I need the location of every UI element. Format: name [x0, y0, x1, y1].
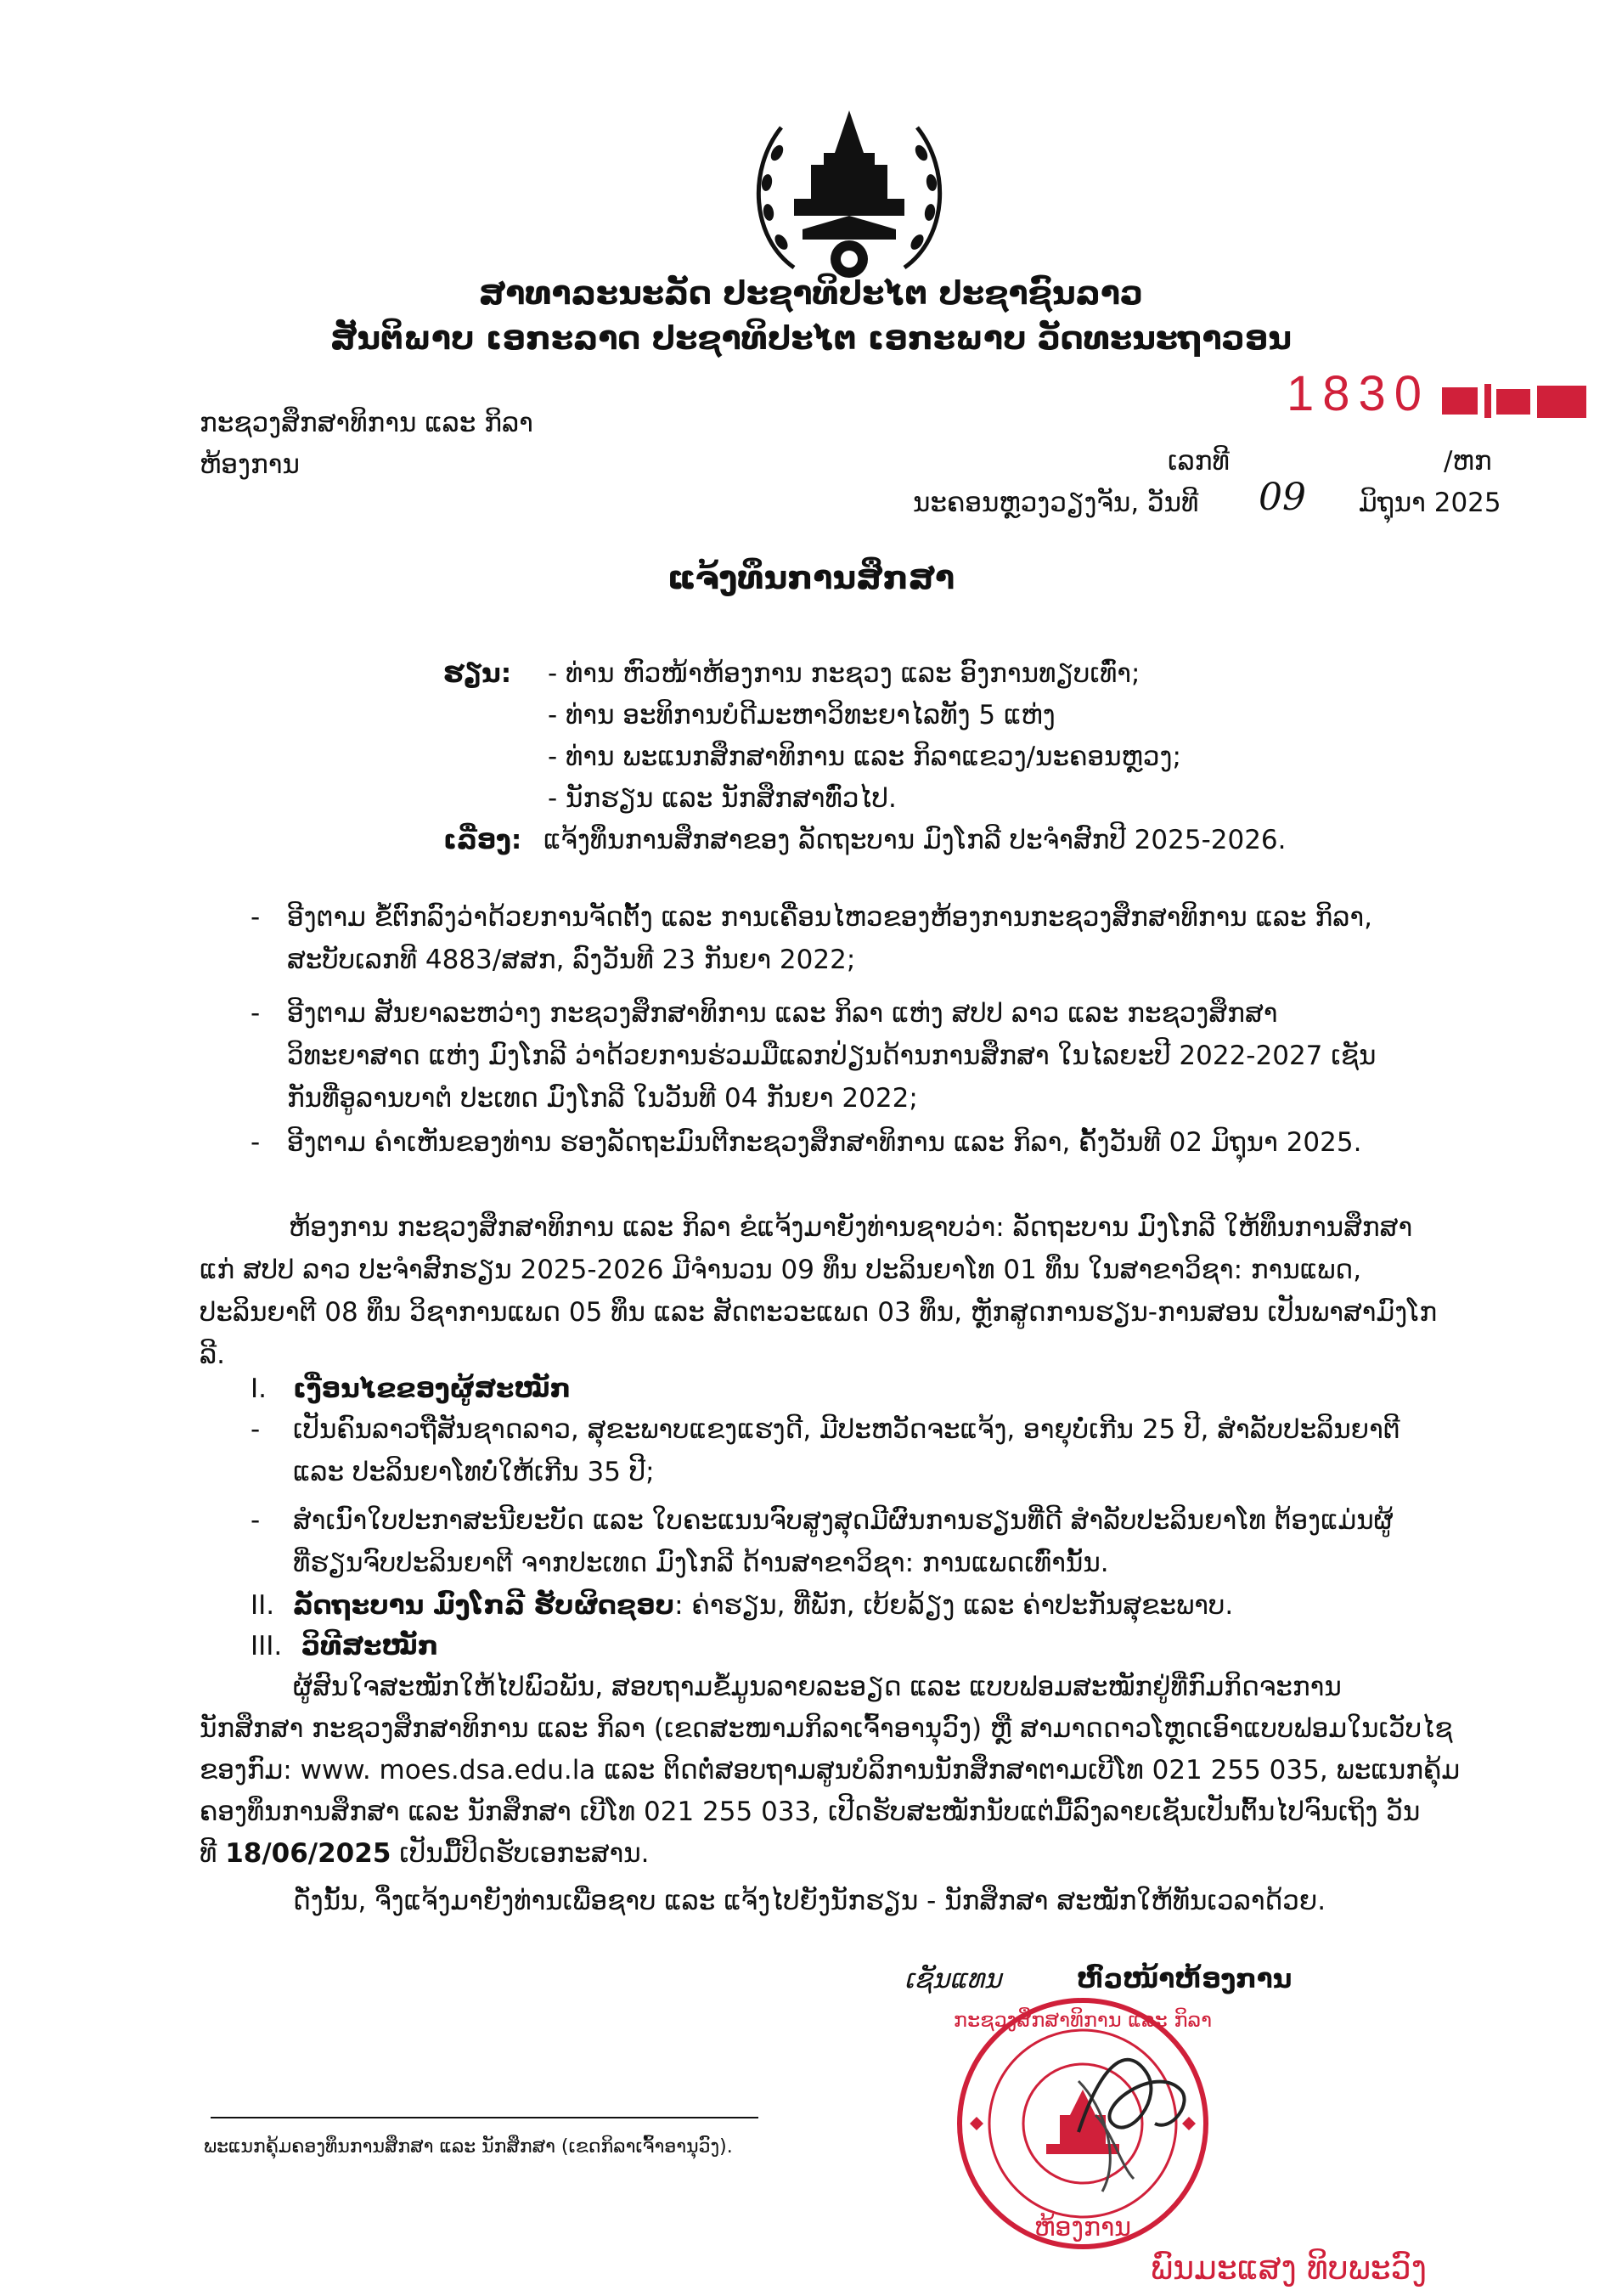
section-3-last-line — [200, 1836, 650, 1870]
recipient-item: - ທ່ານ ອະທິການບໍດີມະຫາວິທະຍາໄລທັງ 5 ແຫ່ງ — [548, 700, 1056, 731]
issuer-ministry: ກະຊວງສຶກສາທິການ ແລະ ກິລາ — [200, 408, 533, 438]
section-3-line: ຂອງກົມ: www. moes.dsa.edu.la ແລະ ຕິດຕໍ່ສອບຖາມສູນບໍລິການນັກສຶກສາຕາມເບີໂທ 021 255 035, ພະແນກຄຸ້ມ — [200, 1755, 1461, 1785]
intro-line: ຫ້ອງການ ກະຊວງສຶກສາທິການ ແລະ ກິລາ ຂໍແຈ້ງມາຍັງທ່ານຊາບວ່າ: ລັດຖະບານ ມົງໂກລີ ໃຫ້ທຶນການສຶກສາ — [289, 1212, 1413, 1243]
section-3-line: ນັກສຶກສາ ກະຊວງສຶກສາທິການ ແລະ ກິລາ (ເຂດສະໜາມກິລາເຈົ້າອານຸວົງ) ຫຼື ສາມາດດາວໂຫຼດເອົາແບບຟອມໃນເວັບໄຊ — [200, 1713, 1453, 1744]
section-3-last-suffix: ເປັນມື້ປິດຮັບເອກະສານ. — [399, 1838, 650, 1869]
reference-line: ອີງຕາມ ສັນຍາລະຫວ່າງ ກະຊວງສຶກສາທິການ ແລະ ກິລາ ແຫ່ງ ສປປ ລາວ ແລະ ກະຊວງສຶກສາ — [287, 998, 1278, 1029]
application-deadline: 18/06/2025 — [225, 1838, 391, 1869]
section-1-line: ສຳເນົາໃບປະກາສະນີຍະບັດ ແລະ ໃບຄະແນນຈົບສູງສຸດມີຜົນການຮຽນທີ່ດີ ສຳລັບປະລິນຍາໂທ ຕ້ອງແມ່ນຜູ້ — [293, 1505, 1394, 1536]
reference-dash: - — [251, 1127, 261, 1158]
signatory-title: ຫົວໜ້າຫ້ອງການ — [1077, 1964, 1293, 1994]
handwritten-signature — [1053, 2039, 1206, 2158]
section-1-heading: ເງື່ອນໄຂຂອງຜູ້ສະໝັກ — [293, 1374, 572, 1404]
issuer-office: ຫ້ອງການ — [200, 449, 300, 480]
footnote-separator — [211, 2117, 758, 2118]
section-1-dash: - — [251, 1505, 261, 1536]
reference-dash: - — [251, 998, 261, 1029]
recipients-label: ຮຽນ: — [443, 658, 512, 689]
reference-line: ອີງຕາມ ຂໍ້ຕົກລົງວ່າດ້ວຍການຈັດຕັ້ງ ແລະ ການເຄື່ອນໄຫວຂອງຫ້ອງການກະຊວງສຶກສາທິການ ແລະ ກິລາ, — [287, 902, 1372, 933]
signatory-name: ພົນມະແສງ ທິບພະວົງ — [1151, 2249, 1428, 2287]
reference-line: ວິທະຍາສາດ ແຫ່ງ ມົງໂກລີ ວ່າດ້ວຍການຮ່ວມມືແລກປ່ຽນດ້ານການສຶກສາ ໃນໄລຍະປີ 2022-2027 ເຊັນ — [287, 1041, 1377, 1071]
document-title: ແຈ້ງທຶນການສຶກສາ — [667, 559, 955, 596]
recipient-item: - ທ່ານ ຫົວໜ້າຫ້ອງການ ກະຊວງ ແລະ ອົງການທຽບເທົ່າ; — [548, 658, 1140, 689]
subject-text: ແຈ້ງທຶນການສຶກສາຂອງ ລັດຖະບານ ມົງໂກລີ ປະຈຳສົກປີ 2025-2026. — [543, 825, 1287, 855]
seal-ministry-text: ກະຊວງສຶກສາທິການ ແລະ ກິລາ — [953, 2008, 1213, 2032]
recipient-item: - ທ່ານ ພະແນກສຶກສາທິການ ແລະ ກິລາແຂວງ/ນະຄອນຫຼວງ; — [548, 742, 1181, 772]
number-stamp-scribble — [1442, 384, 1588, 420]
intro-line: ລີ. — [200, 1340, 225, 1370]
section-1-line: ທີ່ຮຽນຈົບປະລິນຍາຕີ ຈາກປະເທດ ມົງໂກລີ ດ້ານສາຂາວິຊາ: ການແພດເທົ່ານັ້ນ. — [293, 1548, 1109, 1578]
country-name: ສາທາລະນະລັດ ປະຊາທິປະໄຕ ປະຊາຊົນລາວ — [478, 274, 1144, 312]
national-motto: ສັນຕິພາບ ເອກະລາດ ປະຊາທິປະໄຕ ເອກະພາບ ວັດທະນະຖາວອນ — [330, 319, 1292, 357]
intro-line: ແກ່ ສປປ ລາວ ປະຈຳສົກຮຽນ 2025-2026 ມີຈຳນວນ 09 ທຶນ ປະລິນຍາໂທ 01 ທຶນ ໃນສາຂາວິຊາ: ການແພດ, — [200, 1255, 1362, 1285]
section-2-heading: ລັດຖະບານ ມົງໂກລີ ຮັບຜິດຊອບ — [293, 1590, 675, 1621]
recipient-item: - ນັກຮຽນ ແລະ ນັກສຶກສາທົ່ວໄປ. — [548, 783, 897, 814]
reference-line: ສະບັບເລກທີ 4883/ສສກ, ລົງວັນທີ 23 ກັນຍາ 2022; — [287, 945, 856, 975]
section-2-text: : ຄ່າຮຽນ, ທີ່ພັກ, ເບ້ຍລ້ຽງ ແລະ ຄ່າປະກັນສຸຂະພາບ. — [674, 1590, 1234, 1621]
section-1-line: ແລະ ປະລິນຍາໂທບໍ່ໃຫ້ເກີນ 35 ປີ; — [293, 1457, 655, 1487]
reference-line: ກັນທີ່ອູລານບາຕໍ ປະເທດ ມົງໂກລີ ໃນວັນທີ 04 ກັນຍາ 2022; — [287, 1083, 918, 1114]
seal-office-text: ຫ້ອງການ — [1033, 2213, 1132, 2242]
date-month-year: ມິຖຸນາ 2025 — [1359, 488, 1501, 518]
document-number-stamp: 1830 — [1287, 366, 1431, 421]
section-1-number: I. — [251, 1374, 267, 1404]
closing-statement: ດັ່ງນັ້ນ, ຈຶ່ງແຈ້ງມາຍັງທ່ານເພື່ອຊາບ ແລະ ແຈ້ງໄປຍັງນັກຮຽນ - ນັກສຶກສາ ສະໝັກໃຫ້ທັນເວລາດ້ວຍ. — [293, 1886, 1326, 1916]
section-1-line: ເປັນຄົນລາວຖືສັນຊາດລາວ, ສຸຂະພາບແຂງແຮງດີ, ມີປະຫວັດຈະແຈ້ງ, ອາຍຸບໍ່ເກີນ 25 ປີ, ສຳລັບປະລິນຍາຕີ — [293, 1414, 1400, 1445]
section-3-last-prefix: ທີ — [200, 1838, 217, 1869]
national-emblem — [743, 102, 955, 280]
intro-line: ປະລິນຍາຕີ 08 ທຶນ ວິຊາການແພດ 05 ທຶນ ແລະ ສັດຕະວະແພດ 03 ທຶນ, ຫຼັກສູດການຮຽນ-ການສອນ ເປັນພາສາມົງໂກ — [200, 1297, 1438, 1328]
subject-label: ເລື່ອງ: — [443, 825, 522, 855]
date-day: 09 — [1259, 476, 1306, 519]
reference-line: ອີງຕາມ ຄຳເຫັນຂອງທ່ານ ຮອງລັດຖະມົນຕີກະຊວງສຶກສາທິການ ແລະ ກິລາ, ຄັ້ງວັນທີ 02 ມິຖຸນາ 2025. — [287, 1127, 1362, 1158]
section-1-dash: - — [251, 1414, 261, 1445]
section-3-line: ຄອງທຶນການສຶກສາ ແລະ ນັກສຶກສາ ເບີໂທ 021 255 033, ເປີດຮັບສະໝັກນັບແຕ່ມື້ລົງລາຍເຊັນເປັນຕົ້ນໄປຈົນເຖິງ ວັນ — [200, 1797, 1421, 1827]
reference-dash: - — [251, 902, 261, 933]
section-3-line: ຜູ້ສົນໃຈສະໝັກໃຫ້ໄປພົວພັນ, ສອບຖາມຂໍ້ມູນລາຍລະອຽດ ແລະ ແບບຟອມສະໝັກຢູ່ທີ່ກົມກິດຈະການ — [293, 1672, 1342, 1702]
section-2-number: II. — [251, 1590, 275, 1621]
number-suffix: /ຫກ — [1444, 446, 1492, 477]
signature-prefix: ເຊັນແທນ — [904, 1964, 1002, 1994]
section-3-number: III. — [251, 1631, 283, 1661]
section-2-row — [251, 1588, 1233, 1622]
section-3-heading: ວິທີສະໝັກ — [301, 1631, 439, 1661]
footnote: ພະແນກຄຸ້ມຄອງທຶນການສຶກສາ ແລະ ນັກສຶກສາ (ເຂດກິລາເຈົ້າອານຸວົງ). — [204, 2136, 733, 2158]
date-line: ນະຄອນຫຼວງວຽງຈັນ, ວັນທີ — [913, 488, 1199, 518]
number-label: ເລກທີ — [1168, 446, 1230, 477]
